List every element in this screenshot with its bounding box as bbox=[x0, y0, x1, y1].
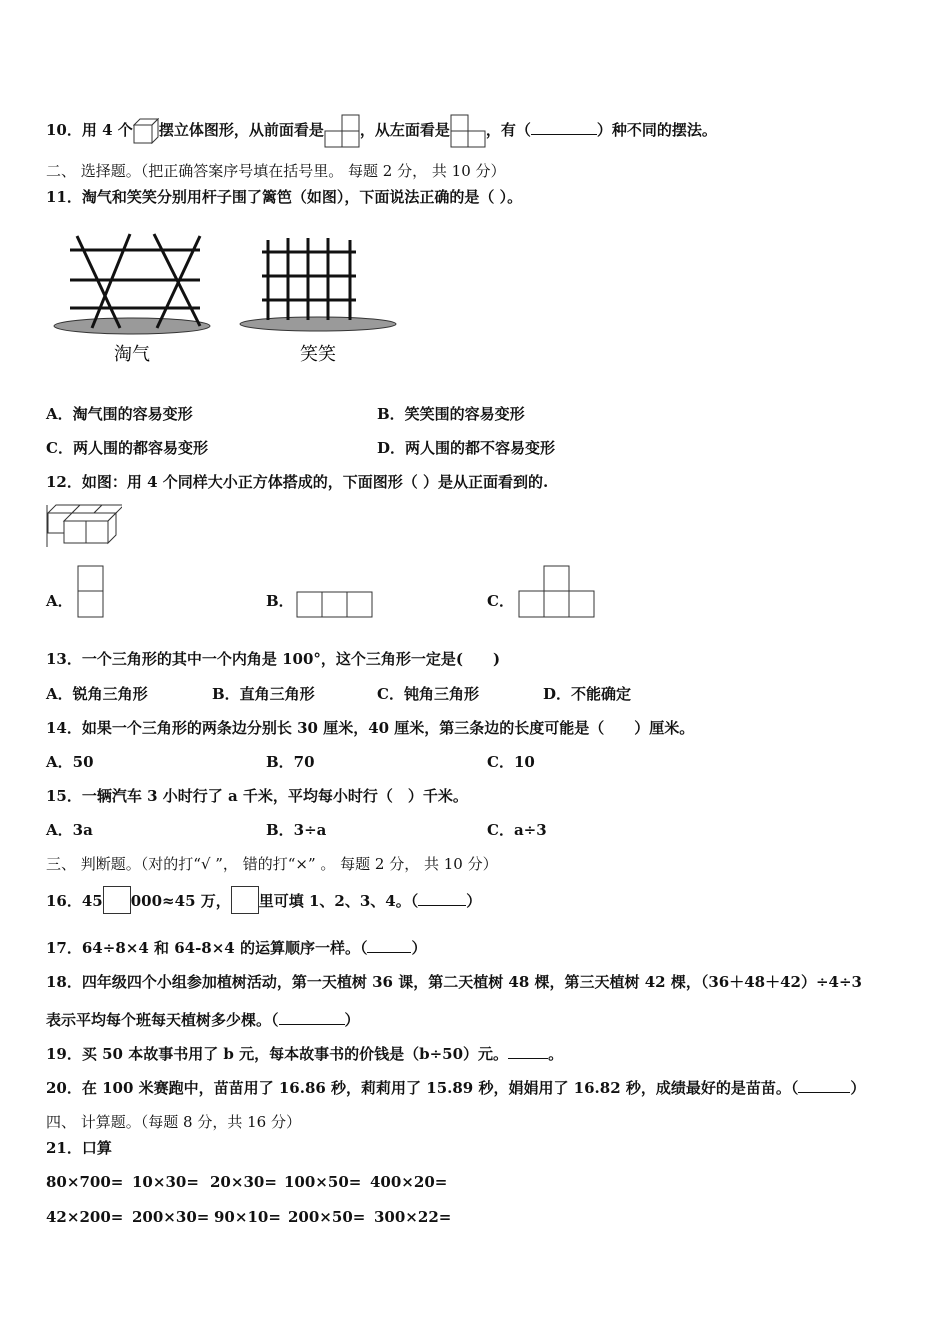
digit-box-ref bbox=[231, 886, 259, 914]
q11-option-d[interactable]: D．两人围的都不容易变形 bbox=[377, 439, 556, 457]
calc-item: 400×20= bbox=[370, 1173, 448, 1191]
calc-item: 200×30= bbox=[132, 1208, 210, 1226]
q12-option-a-label[interactable]: A． bbox=[46, 592, 73, 610]
question-13: 13．一个三角形的其中一个内角是 100°，这个三角形一定是( ) bbox=[46, 650, 501, 668]
q13-option-d[interactable]: D．不能确定 bbox=[543, 685, 632, 703]
left-view-icon bbox=[450, 114, 486, 148]
fence-xiaoxiao-figure bbox=[238, 228, 403, 373]
digit-box[interactable] bbox=[103, 886, 131, 914]
answer-blank[interactable] bbox=[279, 1024, 345, 1025]
q14-option-b[interactable]: B．70 bbox=[266, 753, 315, 771]
q14-option-c[interactable]: C．10 bbox=[487, 753, 535, 771]
q12-option-a-figure[interactable] bbox=[77, 565, 105, 619]
question-11: 11．淘气和笑笑分别用杆子围了篱笆（如图），下面说法正确的是（ ）。 bbox=[46, 188, 523, 206]
q12-option-b-figure[interactable] bbox=[296, 591, 374, 619]
question-15: 15．一辆汽车 3 小时行了 a 千米，平均每小时行（ ）千米。 bbox=[46, 787, 468, 805]
section-4-title: 四、 计算题。（每题 8 分，共 16 分） bbox=[46, 1113, 301, 1131]
calc-item: 90×10= bbox=[214, 1208, 281, 1226]
q13-option-b[interactable]: B．直角三角形 bbox=[212, 685, 315, 703]
answer-blank[interactable] bbox=[508, 1058, 548, 1059]
front-view-icon bbox=[324, 114, 360, 148]
calc-item: 20×30= bbox=[210, 1173, 277, 1191]
q11-option-b[interactable]: B．笑笑围的容易变形 bbox=[377, 405, 525, 423]
question-16: 16．45 000≈45 万， 里可填 1、2、3、4。（ ） bbox=[46, 886, 481, 916]
calc-item: 100×50= bbox=[284, 1173, 362, 1191]
answer-blank[interactable] bbox=[798, 1092, 850, 1093]
calc-item: 300×22= bbox=[374, 1208, 452, 1226]
q11-option-a[interactable]: A．淘气围的容易变形 bbox=[46, 405, 193, 423]
question-18-line1: 18．四年级四个小组参加植树活动，第一天植树 36 课，第二天植树 48 棵，第三天植树 42 棵，（36＋48＋42）÷4÷3 bbox=[46, 973, 862, 991]
q12-option-c-label[interactable]: C． bbox=[487, 592, 514, 610]
calc-item: 42×200= bbox=[46, 1208, 124, 1226]
section-3-title: 三、 判断题。（对的打“√ ”， 错的打“×” 。 每题 2 分， 共 10 分） bbox=[46, 855, 498, 873]
cube-icon bbox=[133, 118, 159, 144]
q12-option-c-figure[interactable] bbox=[518, 565, 596, 619]
q14-option-a[interactable]: A．50 bbox=[46, 753, 94, 771]
question-12: 12．如图：用 4 个同样大小正方体搭成的，下面图形（ ）是从正面看到的. bbox=[46, 473, 549, 491]
calc-item: 200×50= bbox=[288, 1208, 366, 1226]
q11-option-c[interactable]: C．两人围的都容易变形 bbox=[46, 439, 208, 457]
question-10: 10．用 4 个 摆立体图形，从前面看是 ，从左面看是 ，有（ ）种不同的摆法。 bbox=[46, 114, 717, 148]
cubes-figure bbox=[46, 503, 122, 547]
question-18-line2: 表示平均每个班每天植树多少棵。（ ） bbox=[46, 1011, 360, 1029]
q15-option-a[interactable]: A．3a bbox=[46, 821, 93, 839]
question-20: 20．在 100 米赛跑中，苗苗用了 16.86 秒，莉莉用了 15.89 秒，娟娟用了 16.82 秒，成绩最好的是苗苗。（ ） bbox=[46, 1079, 866, 1097]
question-19: 19．买 50 本故事书用了 b 元，每本故事书的价钱是（b÷50）元。 。 bbox=[46, 1045, 564, 1063]
question-14: 14．如果一个三角形的两条边分别长 30 厘米，40 厘米，第三条边的长度可能是（ ）厘米。 bbox=[46, 719, 695, 737]
q15-option-b[interactable]: B．3÷a bbox=[266, 821, 327, 839]
question-17: 17．64÷8×4 和 64-8×4 的运算顺序一样。（ ） bbox=[46, 939, 427, 957]
fence-label-taoqi: 淘气 bbox=[114, 344, 150, 365]
fence-taoqi-figure bbox=[52, 228, 222, 373]
section-2-title: 二、 选择题。（把正确答案序号填在括号里。 每题 2 分， 共 10 分） bbox=[46, 162, 506, 180]
q15-option-c[interactable]: C．a÷3 bbox=[487, 821, 547, 839]
calc-item: 80×700= bbox=[46, 1173, 124, 1191]
answer-blank[interactable] bbox=[367, 952, 411, 953]
fence-label-xiaoxiao: 笑笑 bbox=[300, 344, 336, 365]
q13-option-c[interactable]: C．钝角三角形 bbox=[377, 685, 479, 703]
answer-blank[interactable] bbox=[531, 134, 597, 135]
q12-option-b-label[interactable]: B． bbox=[266, 592, 294, 610]
question-21-title: 21．口算 bbox=[46, 1139, 112, 1157]
calc-item: 10×30= bbox=[132, 1173, 199, 1191]
q13-option-a[interactable]: A．锐角三角形 bbox=[46, 685, 148, 703]
answer-blank[interactable] bbox=[418, 905, 466, 906]
